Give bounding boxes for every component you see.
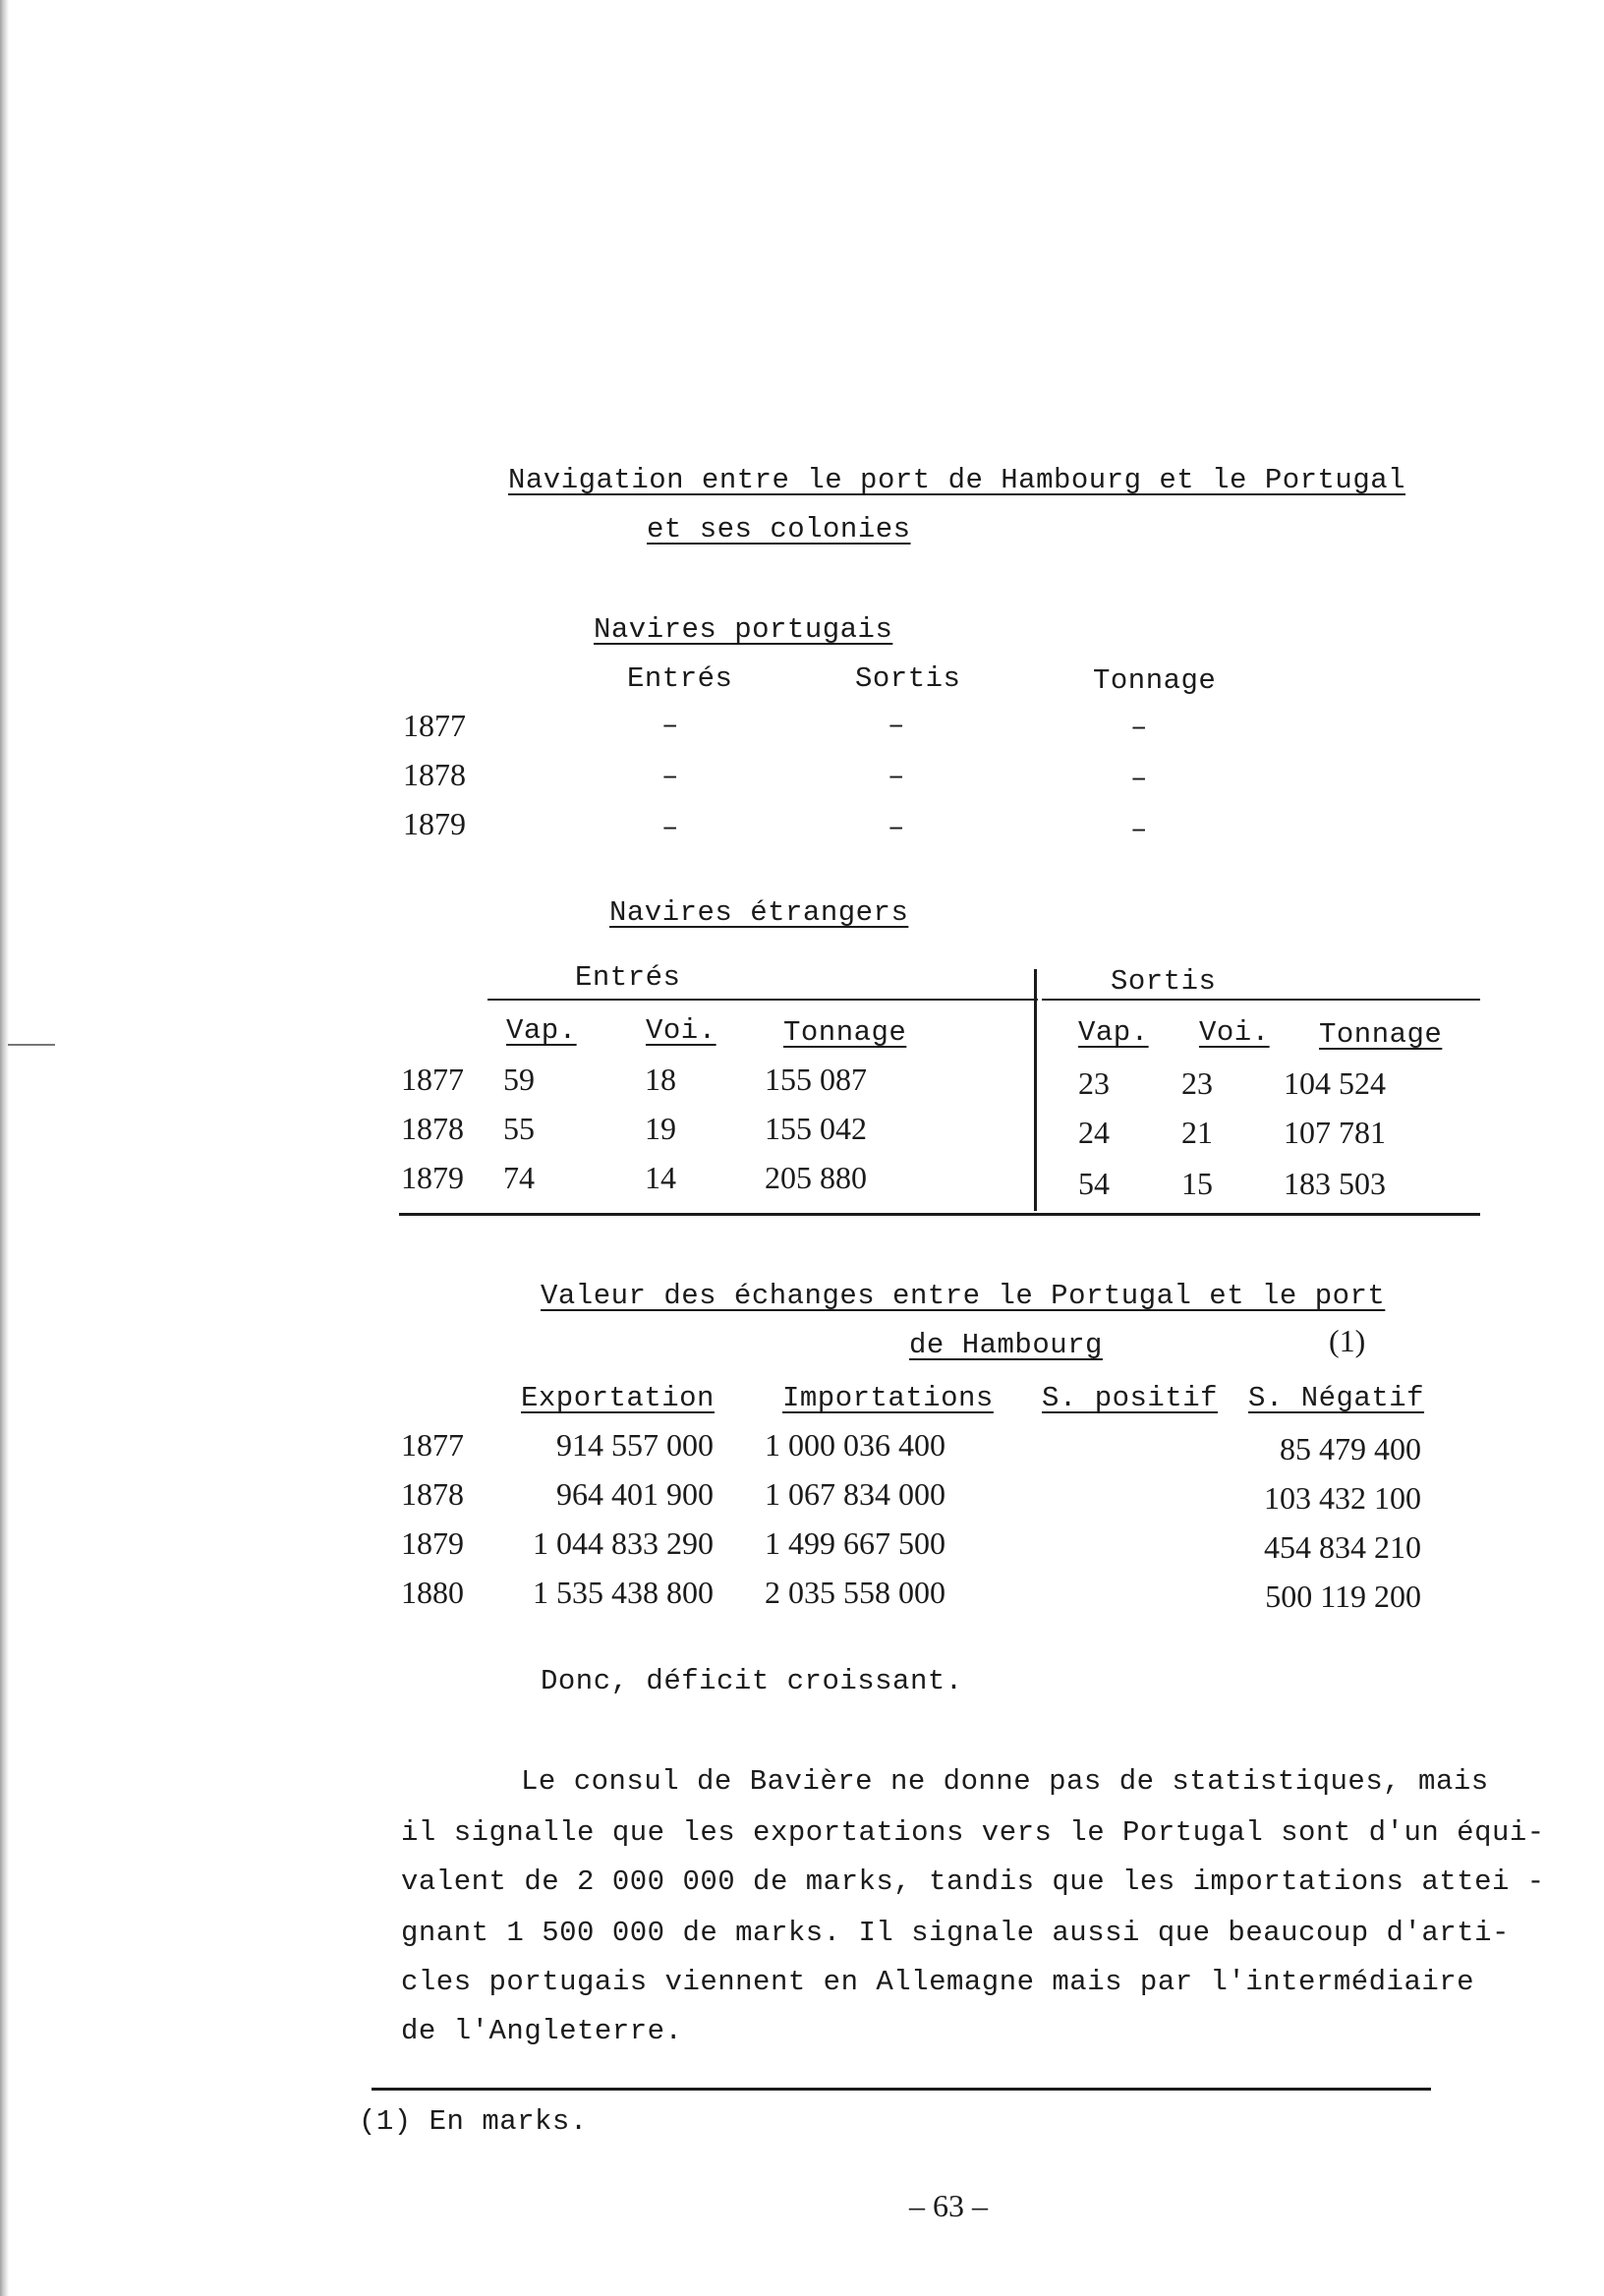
echanges-title-line2: de Hambourg: [909, 1329, 1103, 1361]
paragraph-line: gnant 1 500 000 de marks. Il signale aussi que beaucoup d'arti-: [401, 1917, 1510, 1949]
echanges-import: 1 000 036 400: [765, 1427, 945, 1463]
etrangers-voi-sortis: 15: [1181, 1166, 1213, 1201]
etrangers-heading: Navires étrangers: [609, 896, 909, 929]
paragraph-line: il signalle que les exportations vers le Portugal sont d'un équi-: [401, 1816, 1545, 1849]
paragraph-line: Le consul de Bavière ne donne pas de statistiques, mais: [521, 1765, 1489, 1798]
portugais-col-sortis: Sortis: [855, 662, 961, 695]
echanges-export: 914 557 000: [556, 1427, 714, 1463]
entres-rule: [487, 999, 1038, 1001]
etrangers-voi-sortis: 21: [1181, 1115, 1213, 1150]
conclusion-text: Donc, déficit croissant.: [541, 1665, 963, 1697]
portugais-tonnage: –: [1130, 763, 1148, 795]
etrangers-vap-sortis: 23: [1078, 1065, 1110, 1101]
echanges-import: 2 035 558 000: [765, 1575, 945, 1610]
echanges-negatif: 85 479 400: [1280, 1431, 1421, 1466]
echanges-title-line1: Valeur des échanges entre le Portugal et le port: [541, 1280, 1386, 1312]
echanges-year: 1880: [401, 1575, 464, 1610]
portugais-tonnage: –: [1130, 712, 1148, 744]
etrangers-voi-entres: 18: [645, 1062, 676, 1097]
etrangers-vap-entres: 59: [503, 1062, 535, 1097]
paragraph-line: de l'Angleterre.: [401, 2015, 683, 2047]
portugais-entres: –: [661, 710, 679, 742]
paragraph-line: valent de 2 000 000 de marks, tandis que les importations attei -: [401, 1866, 1545, 1898]
etrangers-voi-entres: 14: [645, 1160, 676, 1195]
etrangers-col-voi-entres: Voi.: [646, 1014, 716, 1047]
portugais-col-entres: Entrés: [627, 662, 733, 695]
echanges-col-exportation: Exportation: [521, 1382, 715, 1414]
etrangers-tonnage-entres: 205 880: [765, 1160, 867, 1195]
etrangers-tonnage-entres: 155 087: [765, 1062, 867, 1097]
etrangers-tonnage-entres: 155 042: [765, 1111, 867, 1146]
etrangers-vap-entres: 74: [503, 1160, 535, 1195]
portugais-entres: –: [661, 812, 679, 844]
etrangers-voi-entres: 19: [645, 1111, 676, 1146]
echanges-export: 1 535 438 800: [533, 1575, 714, 1610]
echanges-export: 964 401 900: [556, 1476, 714, 1512]
portugais-entres: –: [661, 761, 679, 793]
echanges-note-ref: (1): [1329, 1323, 1366, 1358]
paragraph-line: cles portugais viennent en Allemagne mais par l'intermédiaire: [401, 1966, 1475, 1998]
echanges-negatif: 103 432 100: [1264, 1480, 1421, 1516]
portugais-heading: Navires portugais: [594, 613, 893, 646]
page-number: – 63 –: [909, 2188, 988, 2223]
etrangers-vap-sortis: 54: [1078, 1166, 1110, 1201]
portugais-tonnage: –: [1130, 814, 1148, 846]
page-title-line2: et ses colonies: [647, 513, 911, 545]
etrangers-vap-sortis: 24: [1078, 1115, 1110, 1150]
etrangers-group-sortis: Sortis: [1111, 965, 1217, 998]
etrangers-voi-sortis: 23: [1181, 1065, 1213, 1101]
etrangers-col-tonnage-sortis: Tonnage: [1319, 1018, 1443, 1051]
echanges-negatif: 454 834 210: [1264, 1529, 1421, 1565]
etrangers-group-entres: Entrés: [575, 961, 681, 994]
echanges-year: 1878: [401, 1476, 464, 1512]
scan-margin-mark: [8, 1044, 55, 1046]
echanges-import: 1 067 834 000: [765, 1476, 945, 1512]
portugais-sortis: –: [888, 761, 905, 793]
etrangers-tonnage-sortis: 183 503: [1284, 1166, 1386, 1201]
echanges-negatif: 500 119 200: [1265, 1578, 1421, 1614]
etrangers-bottom-rule: [399, 1213, 1480, 1216]
etrangers-col-tonnage-entres: Tonnage: [783, 1016, 907, 1049]
echanges-col-importations: Importations: [782, 1382, 994, 1414]
echanges-col-s-positif: S. positif: [1042, 1382, 1219, 1414]
etrangers-col-voi-sortis: Voi.: [1199, 1016, 1270, 1049]
portugais-sortis: –: [888, 812, 905, 844]
etrangers-col-vap-entres: Vap.: [506, 1014, 577, 1047]
etrangers-year: 1879: [401, 1160, 464, 1195]
page-title-line1: Navigation entre le port de Hambourg et le Portugal: [508, 464, 1406, 496]
table-divider: [1034, 969, 1037, 1211]
echanges-import: 1 499 667 500: [765, 1525, 945, 1561]
portugais-sortis: –: [888, 710, 905, 742]
echanges-year: 1879: [401, 1525, 464, 1561]
portugais-col-tonnage: Tonnage: [1093, 664, 1217, 697]
echanges-col-s-negatif: S. Négatif: [1248, 1382, 1425, 1414]
echanges-year: 1877: [401, 1427, 464, 1463]
footnote-separator: [372, 2088, 1431, 2091]
etrangers-vap-entres: 55: [503, 1111, 535, 1146]
etrangers-col-vap-sortis: Vap.: [1078, 1016, 1149, 1049]
etrangers-tonnage-sortis: 104 524: [1284, 1065, 1386, 1101]
footnote: (1) En marks.: [359, 2105, 588, 2138]
etrangers-year: 1877: [401, 1062, 464, 1097]
echanges-export: 1 044 833 290: [533, 1525, 714, 1561]
sortis-rule: [1042, 999, 1480, 1001]
etrangers-year: 1878: [401, 1111, 464, 1146]
portugais-year: 1877: [403, 708, 466, 743]
etrangers-tonnage-sortis: 107 781: [1284, 1115, 1386, 1150]
portugais-year: 1878: [403, 757, 466, 792]
scan-left-edge: [0, 0, 9, 2296]
portugais-year: 1879: [403, 806, 466, 841]
